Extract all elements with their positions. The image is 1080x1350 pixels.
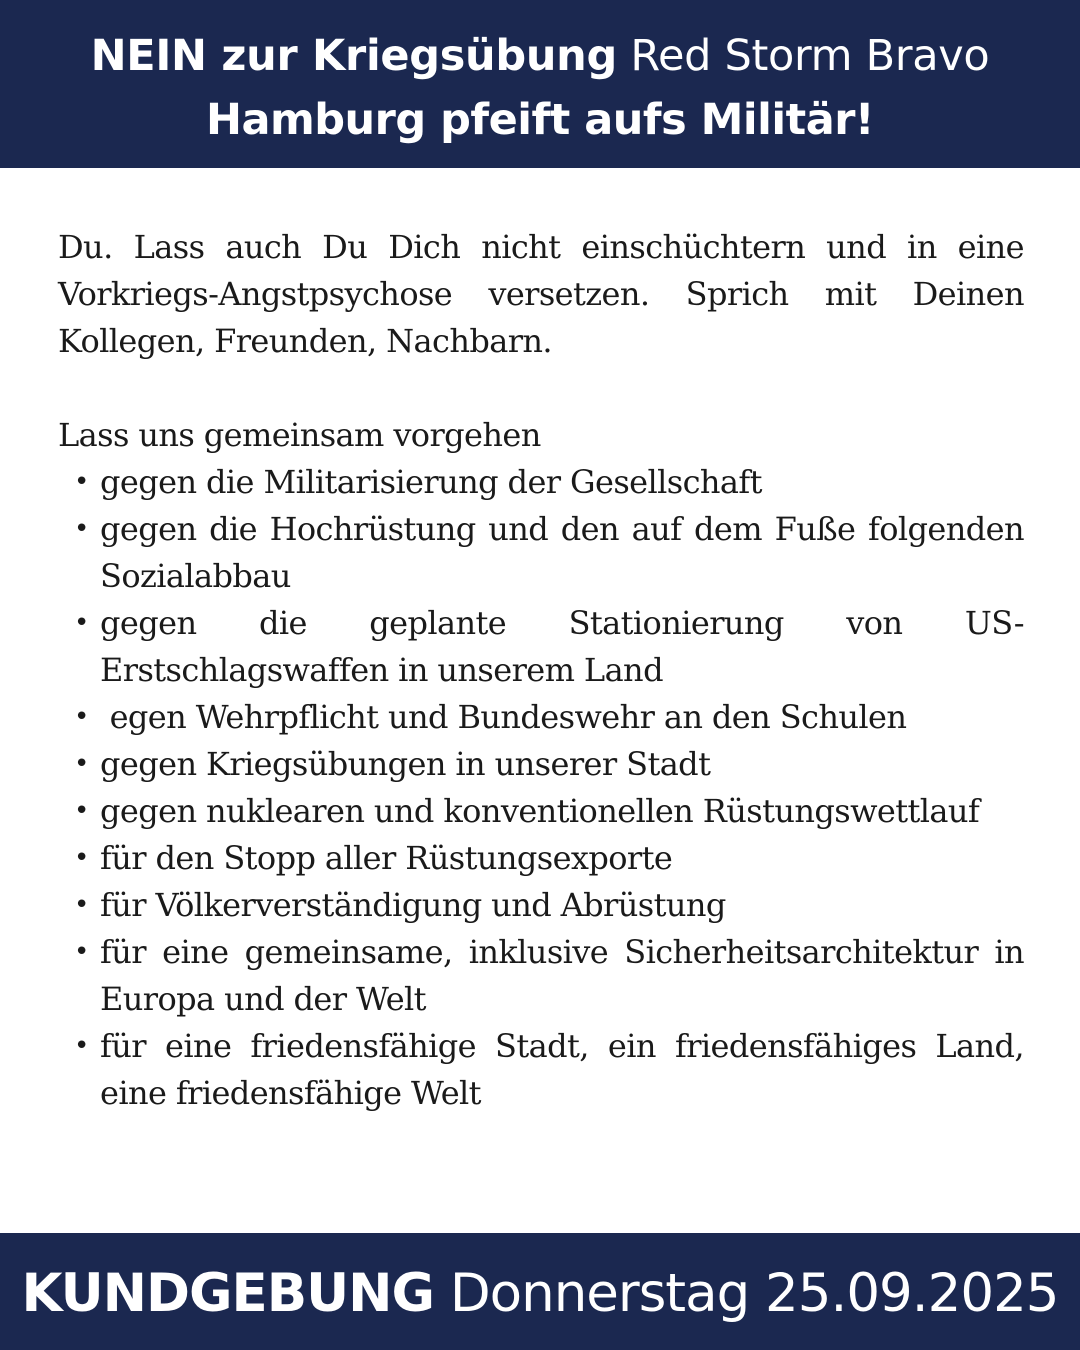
bullet-icon: • xyxy=(74,467,89,497)
bullet-icon: • xyxy=(74,937,89,967)
lead-text: Lass uns gemeinsam vorgehen xyxy=(58,416,541,454)
list-item xyxy=(58,929,1024,1023)
list-item xyxy=(58,506,1024,600)
bullet-icon: • xyxy=(74,890,89,920)
header-title-regular: Red Storm Bravo xyxy=(630,31,990,81)
bullet-icon: • xyxy=(74,702,89,732)
list-item xyxy=(58,882,1024,929)
demands-list xyxy=(58,459,1024,1117)
list-item xyxy=(58,835,1024,882)
list-item-text: gegen die Militarisierung der Gesellschaft xyxy=(100,463,762,501)
bullet-icon: • xyxy=(74,1031,89,1061)
bullet-icon: • xyxy=(74,843,89,873)
list-item-text: für eine gemeinsame, inklusive Sicherheitsarchitektur in Europa und der Welt xyxy=(100,933,1024,1018)
flyer-body xyxy=(58,224,1024,1117)
list-item-text: gegen Kriegsübungen in unserer Stadt xyxy=(100,745,711,783)
list-item xyxy=(58,741,1024,788)
bullet-icon: • xyxy=(74,608,89,638)
list-item xyxy=(58,694,1024,741)
list-item-text: egen Wehrpflicht und Bundeswehr an den Schulen xyxy=(100,698,907,736)
list-item xyxy=(58,788,1024,835)
bullet-icon: • xyxy=(74,514,89,544)
list-item xyxy=(58,459,1024,506)
header-title-bold: NEIN zur Kriegsübung xyxy=(90,31,617,81)
header-subtitle: Hamburg pfeift aufs Militär! xyxy=(205,95,875,145)
header-title xyxy=(0,28,1080,84)
list-item-text: für eine friedensfähige Stadt, ein friedensfähiges Land, eine friedensfähige Welt xyxy=(100,1027,1024,1112)
event-date: Donnerstag 25.09.2025 xyxy=(449,1263,1059,1324)
event-announcement xyxy=(0,1261,1080,1327)
intro-paragraph: Du. Lass auch Du Dich nicht einschüchtern und in eine Vorkriegs-Angstpsychose versetzen. Sprich mit Deinen Kollegen, Freunden, Nachbarn. xyxy=(58,228,1024,360)
list-item-text: gegen die Hochrüstung und den auf dem Fuße folgenden Sozialabbau xyxy=(100,510,1024,595)
list-item xyxy=(58,600,1024,694)
list-item-text: gegen die geplante Stationierung von US-Erstschlagswaffen in unserem Land xyxy=(100,604,1024,689)
list-item-text: für Völkerverständigung und Abrüstung xyxy=(100,886,726,924)
event-label: KUNDGEBUNG xyxy=(21,1263,435,1324)
bullet-icon: • xyxy=(74,796,89,826)
footer-banner xyxy=(0,1233,1080,1350)
bullet-icon: • xyxy=(74,749,89,779)
list-item-text: gegen nuklearen und konventionellen Rüstungswettlauf xyxy=(100,792,980,830)
list-item xyxy=(58,1023,1024,1117)
list-item-text: für den Stopp aller Rüstungsexporte xyxy=(100,839,673,877)
header-banner xyxy=(0,0,1080,168)
